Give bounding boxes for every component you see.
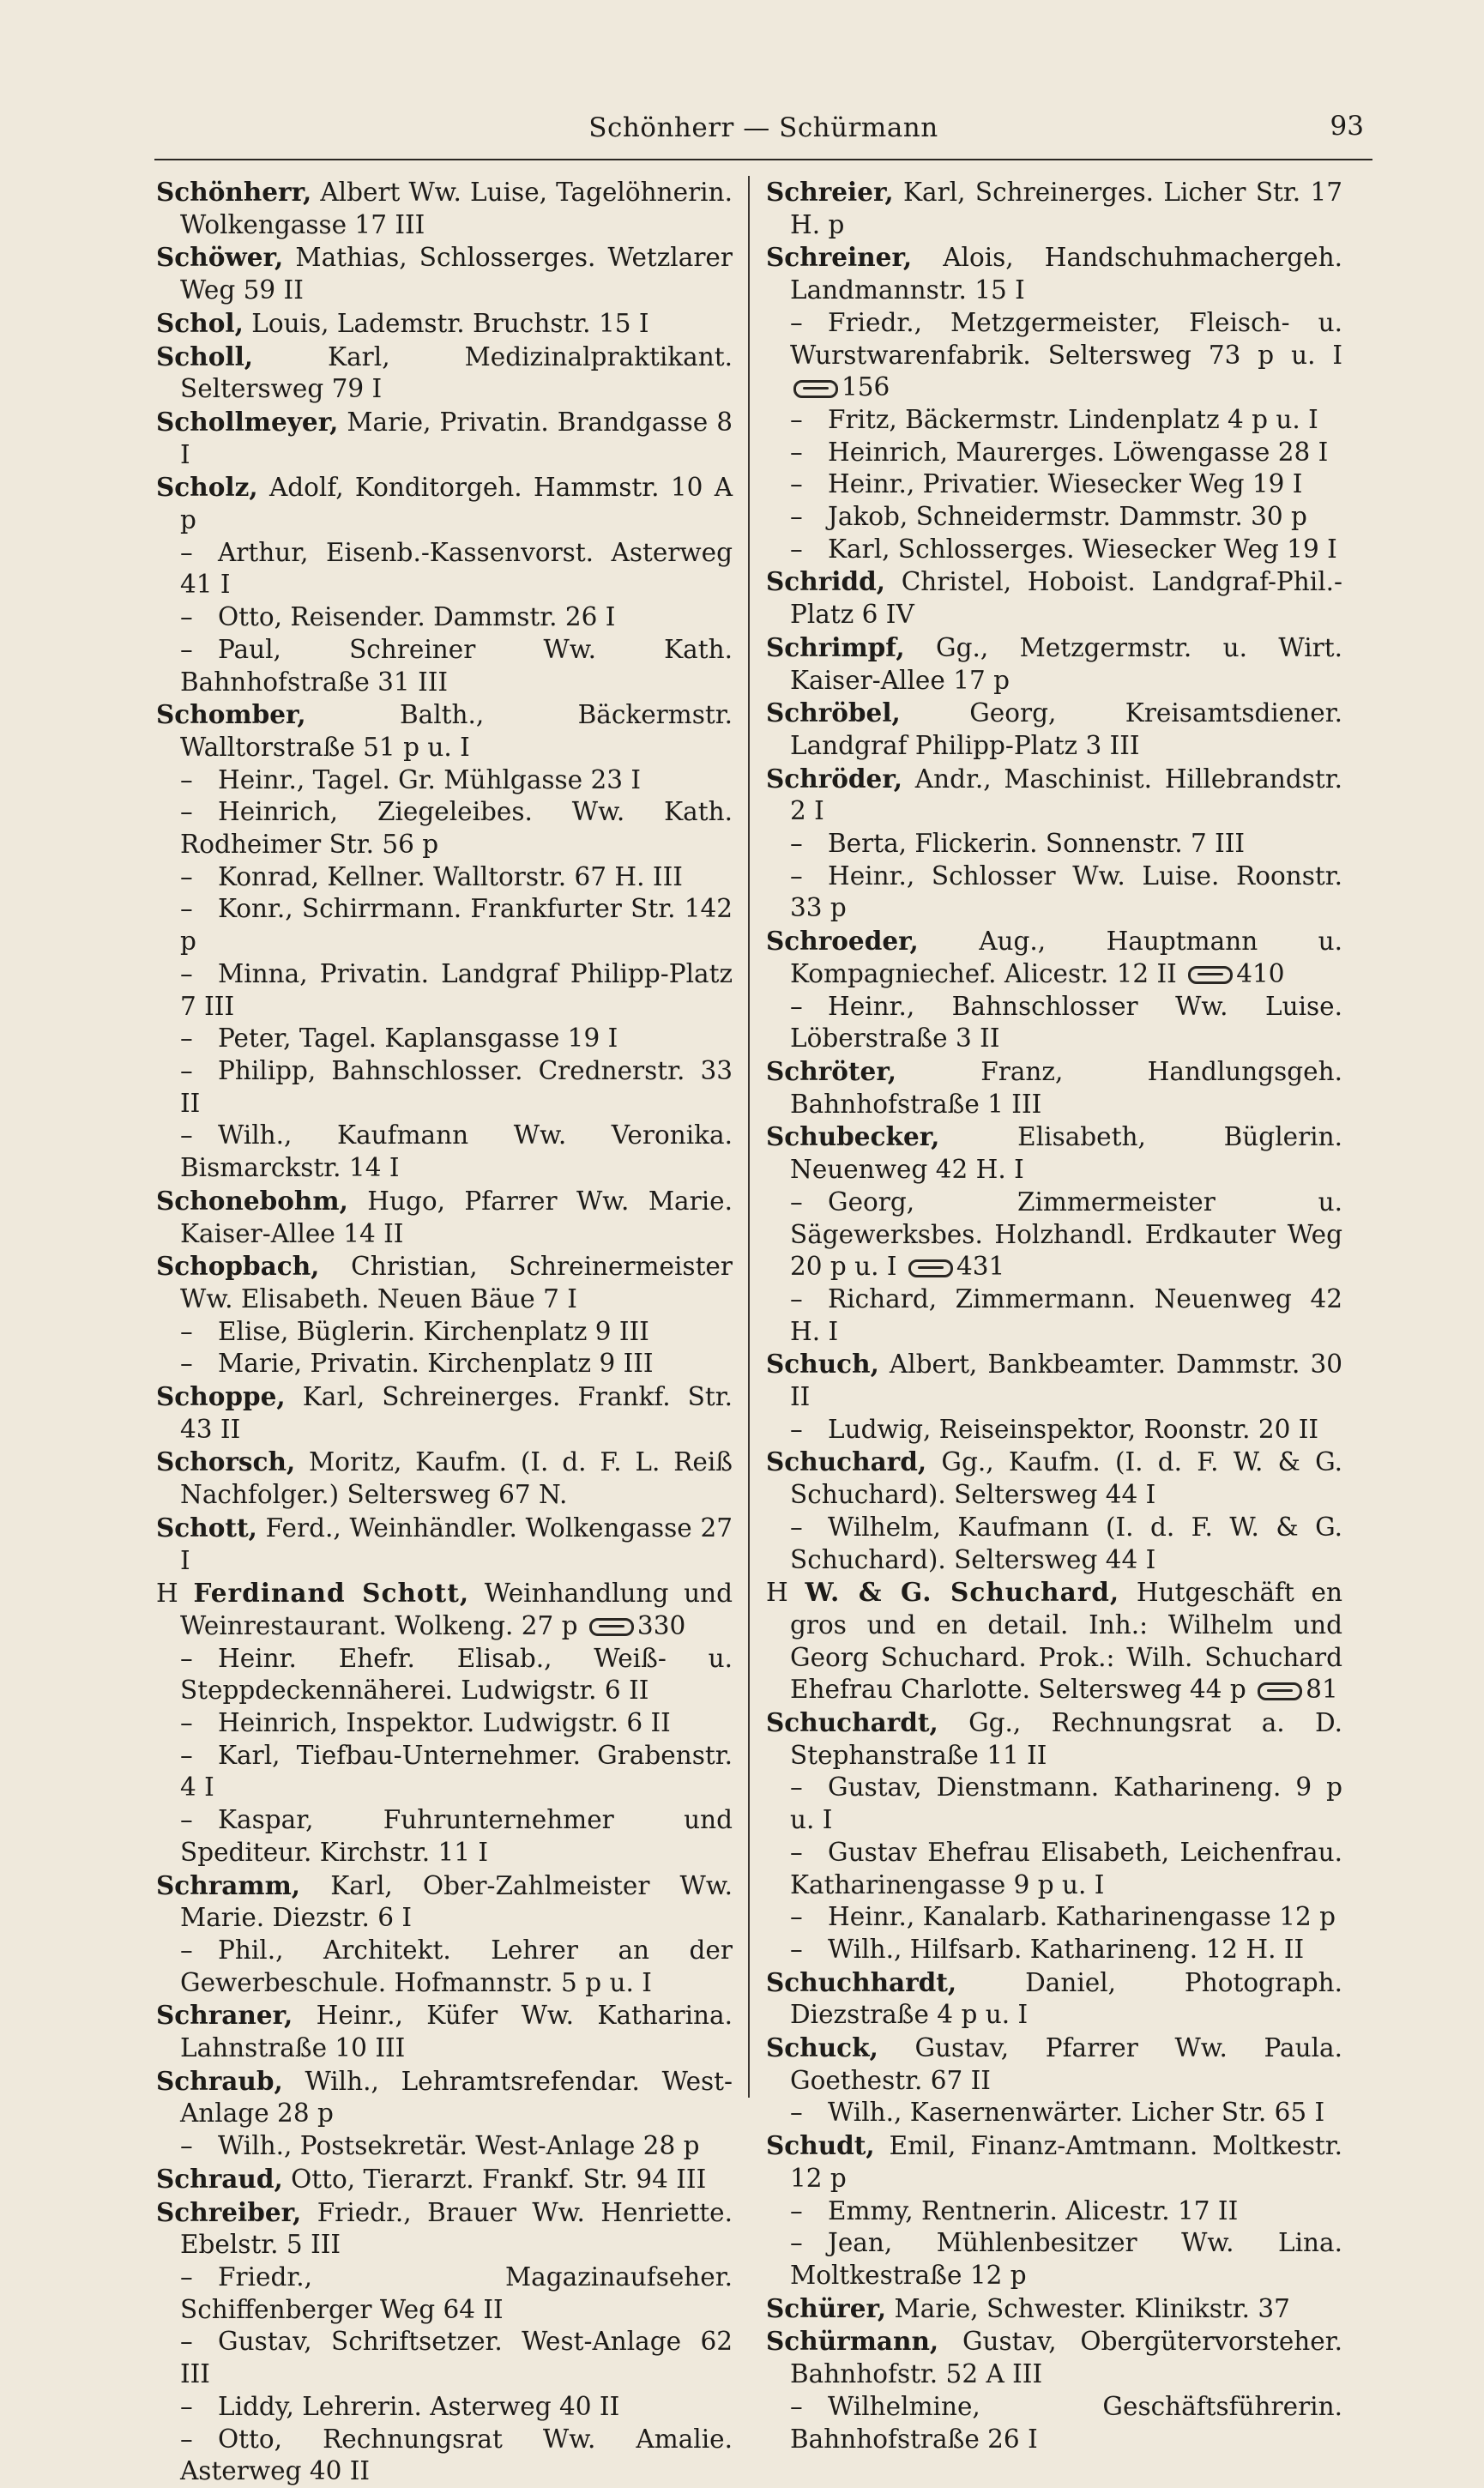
directory-entry [156, 2424, 733, 2488]
right-column [766, 176, 1342, 2455]
entry-dash: – [790, 991, 803, 1021]
entry-text: Gg., Metzgermstr. u. Wirt. Kaiser-Allee 17 p [790, 632, 1342, 695]
entry-text: Georg, Zimmermeister u. Sägewerksbes. Holzhandl. Erdkauter Weg 20 p u. I [790, 1187, 1342, 1282]
entry-text: Otto, Tierarzt. Frankf. Str. 94 III [282, 2164, 707, 2194]
directory-entry [766, 1283, 1342, 1348]
directory-entry [766, 2129, 1342, 2195]
entry-dash: – [790, 2195, 803, 2225]
entry-dash: – [790, 469, 803, 499]
entry-text: Wilhelmine, Geschäftsführerin. Bahnhofstraße 26 I [790, 2391, 1342, 2454]
entry-surname: Schubecker, [766, 1121, 940, 1152]
entry-text: Wilhelm, Kaufmann (I. d. F. W. & G. Schuchard). Seltersweg 44 I [790, 1512, 1342, 1574]
entry-text: Heinr., Tagel. Gr. Mühlgasse 23 I [218, 764, 642, 794]
directory-entry [156, 796, 733, 861]
directory-entry [766, 2097, 1342, 2129]
directory-entry [156, 1348, 733, 1380]
directory-entry [766, 1837, 1342, 1901]
entry-surname: Schol, [156, 307, 244, 338]
entry-surname: Schönherr, [156, 177, 312, 207]
directory-entry [156, 1055, 733, 1120]
directory-entry [156, 406, 733, 471]
entry-text: Moritz, Kaufm. (I. d. F. L. Reiß Nachfolger.) Seltersweg 67 N. [180, 1447, 733, 1510]
telephone-icon [1258, 1682, 1302, 1700]
entry-text: Phil., Architekt. Lehrer an der Gewerbeschule. Hofmannstr. 5 p u. I [180, 1935, 733, 1997]
directory-entry [156, 1380, 733, 1446]
entry-text: Elisabeth, Büglerin. Neuenweg 42 H. I [790, 1122, 1342, 1185]
telephone-icon [908, 1259, 953, 1277]
entry-text: Gustav, Pfarrer Ww. Paula. Goethestr. 67 II [790, 2033, 1342, 2095]
phone-number: 156 [842, 372, 890, 402]
entry-text: Albert, Bankbeamter. Dammstr. 30 II [790, 1350, 1342, 1412]
entry-dash: – [180, 602, 193, 632]
entry-dash: – [180, 894, 193, 924]
entry-text: Wilh., Kasernenwärter. Licher Str. 65 I [828, 2098, 1325, 2128]
entry-dash: – [180, 2424, 193, 2454]
entry-text: Wilh., Kaufmann Ww. Veronika. Bismarckstr. 14 I [180, 1120, 733, 1183]
directory-entry [766, 501, 1342, 534]
page-header [154, 107, 1372, 160]
entry-surname: Schraud, [156, 2163, 283, 2194]
entry-text: Gustav Ehefrau Elisabeth, Leichenfrau. Katharinengasse 9 p u. I [790, 1837, 1342, 1899]
directory-entry [156, 471, 733, 536]
directory-entry [156, 958, 733, 1023]
entry-dash: – [790, 1772, 803, 1803]
entry-text: Wilh., Hilfsarb. Katharineng. 12 H. II [828, 1934, 1305, 1964]
directory-entry [156, 1804, 733, 1869]
directory-entry [766, 1055, 1342, 1120]
running-head: Schönherr — Schürmann [588, 112, 938, 143]
entry-dash: – [180, 797, 193, 827]
entry-text: Alois, Handschuhmachergeh. Landmannstr. 15 I [790, 243, 1342, 305]
entry-surname: Schoppe, [156, 1381, 286, 1412]
directory-entry [766, 1966, 1342, 2032]
directory-entry [156, 601, 733, 634]
directory-entry [766, 2195, 1342, 2228]
entry-dash: – [180, 2327, 193, 2357]
entry-text: Friedr., Metzgermeister, Fleisch- u. Wurstwarenfabrik. Seltersweg 73 p u. I [790, 307, 1342, 370]
firm-marker: H [766, 1578, 788, 1608]
directory-entry [156, 634, 733, 698]
entry-surname: Schuchhardt, [766, 1966, 957, 1997]
entry-dash: – [790, 1934, 803, 1964]
telephone-icon [589, 1618, 634, 1636]
entry-text: Konrad, Kellner. Walltorstr. 67 H. III [218, 861, 683, 891]
entry-dash: – [180, 2262, 193, 2292]
entry-surname: Schridd, [766, 566, 885, 597]
directory-entry [766, 1446, 1342, 1511]
entry-surname: Schopbach, [156, 1251, 320, 1282]
entry-dash: – [180, 861, 193, 891]
telephone-icon [793, 380, 838, 398]
directory-entry [156, 2326, 733, 2390]
entry-text: Daniel, Photograph. Diezstraße 4 p u. I [790, 1967, 1342, 2030]
entry-text: Gustav, Dienstmann. Katharineng. 9 p u. I [790, 1772, 1342, 1835]
directory-entry [156, 307, 733, 341]
entry-text: Friedr., Brauer Ww. Henriette. Ebelstr. 5 III [180, 2197, 733, 2260]
entry-surname: Schramm, [156, 1869, 301, 1900]
entry-text: Heinr. Ehefr. Elisab., Weiß- u. Steppdeckennäherei. Ludwigstr. 6 II [180, 1643, 733, 1706]
entry-text: Paul, Schreiner Ww. Kath. Bahnhofstraße 31 III [180, 634, 733, 697]
directory-entry [766, 631, 1342, 697]
entry-text: Friedr., Magazinaufseher. Schiffenberger Weg 64 II [180, 2262, 733, 2324]
directory-entry [156, 1707, 733, 1740]
entry-text: Jakob, Schneidermstr. Dammstr. 30 p [828, 502, 1307, 532]
entry-text: Gustav, Obergütervorsteher. Bahnhofstr. 52 A III [790, 2327, 1342, 2389]
entry-surname: Schürer, [766, 2292, 887, 2323]
directory-entry [156, 2196, 733, 2262]
entry-dash: – [790, 534, 803, 564]
entry-dash: – [180, 634, 193, 664]
entry-text: Elise, Büglerin. Kirchenplatz 9 III [218, 1316, 649, 1346]
entry-dash: – [180, 1740, 193, 1770]
entry-surname: Schreiner, [766, 242, 913, 273]
entry-text: Marie, Privatin. Brandgasse 8 I [180, 407, 733, 469]
entry-dash: – [790, 502, 803, 532]
entry-text: Peter, Tagel. Kaplansgasse 19 I [218, 1024, 618, 1054]
entry-text: Berta, Flickerin. Sonnenstr. 7 III [828, 829, 1246, 859]
entry-dash: – [180, 2391, 193, 2421]
directory-entry [766, 1187, 1342, 1283]
entry-surname: Schuch, [766, 1349, 879, 1380]
entry-surname: Schröbel, [766, 697, 901, 728]
directory-entry [766, 468, 1342, 501]
entry-surname: Schuck, [766, 2032, 878, 2063]
directory-entry [766, 241, 1342, 306]
entry-text: Marie, Privatin. Kirchenplatz 9 III [218, 1349, 654, 1379]
entry-dash: – [180, 958, 193, 988]
entry-text: Karl, Medizinalpraktikant. Seltersweg 79 I [180, 341, 733, 404]
directory-entry [156, 1023, 733, 1055]
directory-entry [156, 698, 733, 764]
entry-text: Ludwig, Reiseinspektor, Roonstr. 20 II [828, 1414, 1319, 1444]
entry-text: Richard, Zimmermann. Neuenweg 42 H. I [790, 1283, 1342, 1346]
entry-dash: – [790, 307, 803, 337]
directory-entry [766, 1512, 1342, 1576]
entry-dash: – [790, 1902, 803, 1932]
directory-entry [766, 2227, 1342, 2292]
entry-surname: Schott, [156, 1512, 257, 1543]
entry-text: Emil, Finanz-Amtmann. Moltkestr. 12 p [790, 2131, 1342, 2193]
directory-entry [156, 893, 733, 957]
entry-text: Louis, Lademstr. Bruchstr. 15 I [243, 308, 649, 338]
entry-text: Gg., Kaufm. (I. d. F. W. & G. Schuchard). Seltersweg 44 I [790, 1447, 1342, 1510]
entry-text: Heinr., Küfer Ww. Katharina. Lahnstraße 10 III [180, 2001, 733, 2063]
column-divider [748, 176, 750, 2098]
directory-entry [156, 1869, 733, 1935]
entry-dash: – [180, 1055, 193, 1085]
directory-entry [766, 565, 1342, 631]
entry-text: Albert Ww. Luise, Tagelöhnerin. Wolkengasse 17 III [180, 178, 733, 239]
entry-text: Franz, Handlungsgeh. Bahnhofstraße 1 III [790, 1056, 1342, 1119]
entry-text: Mathias, Schlosserges. Wetzlarer Weg 59 II [180, 243, 733, 305]
entry-text: Heinrich, Ziegeleibes. Ww. Kath. Rodheimer Str. 56 p [180, 797, 733, 860]
entry-dash: – [790, 404, 803, 434]
directory-entry [766, 2325, 1342, 2390]
directory-entry [766, 697, 1342, 762]
entry-text: Heinrich, Inspektor. Ludwigstr. 6 II [218, 1708, 671, 1738]
entry-surname: Schraner, [156, 2000, 293, 2031]
entry-text: Adolf, Konditorgeh. Hammstr. 10 A p [180, 473, 733, 535]
phone-number: 81 [1306, 1675, 1338, 1705]
directory-entry [766, 1706, 1342, 1772]
directory-entry [766, 404, 1342, 437]
entry-surname: Schroeder, [766, 926, 919, 957]
directory-entry [766, 534, 1342, 566]
entry-text: Liddy, Lehrerin. Asterweg 40 II [218, 2391, 620, 2421]
directory-entry [766, 437, 1342, 469]
directory-entry [156, 1512, 733, 1577]
entry-text: Heinr., Privatier. Wiesecker Weg 19 I [828, 469, 1303, 499]
entry-text: Philipp, Bahnschlosser. Crednerstr. 33 II [180, 1055, 733, 1118]
directory-entry [766, 1772, 1342, 1836]
directory-entry [156, 2065, 733, 2130]
firm-name: W. & G. Schuchard, [805, 1577, 1120, 1608]
entry-dash: – [790, 2228, 803, 2258]
entry-text: Karl, Schlosserges. Wiesecker Weg 19 I [828, 534, 1337, 564]
entry-text: Andr., Maschinist. Hillebrandstr. 2 I [790, 764, 1342, 826]
entry-dash: – [180, 1024, 193, 1054]
page-number: 93 [1330, 111, 1364, 142]
entry-text: Heinr., Kanalarb. Katharinengasse 12 p [828, 1902, 1336, 1932]
entry-text: Aug., Hauptmann u. Kompagniechef. Alicestr. 12 II [790, 927, 1342, 988]
entry-surname: Schonebohm, [156, 1185, 348, 1216]
directory-entry [156, 861, 733, 894]
directory-entry [156, 2130, 733, 2163]
entry-surname: Schröder, [766, 763, 902, 794]
entry-surname: Schröter, [766, 1055, 896, 1086]
entry-dash: – [790, 829, 803, 859]
entry-dash: – [180, 1805, 193, 1835]
entry-dash: – [790, 437, 803, 467]
entry-dash: – [790, 1837, 803, 1867]
left-column [156, 176, 733, 2488]
directory-entry [766, 1901, 1342, 1934]
entry-dash: – [180, 764, 193, 794]
entry-dash: – [790, 2391, 803, 2421]
entry-surname: Scholz, [156, 472, 258, 503]
entry-surname: Schuchard, [766, 1446, 927, 1477]
phone-number: 330 [636, 1610, 686, 1640]
directory-entry [766, 307, 1342, 404]
entry-surname: Schuchardt, [766, 1707, 938, 1738]
directory-entry [766, 1576, 1342, 1706]
firm-name: Ferdinand Schott, [193, 1578, 470, 1609]
entry-dash: – [180, 1316, 193, 1346]
phone-number: 410 [1236, 958, 1285, 988]
directory-entry [156, 1935, 733, 1999]
entry-text: Karl, Schreinerges. Frankf. Str. 43 II [180, 1382, 733, 1444]
entry-surname: Schomber, [156, 699, 306, 730]
entry-dash: – [790, 861, 803, 891]
telephone-icon [1188, 966, 1233, 984]
entry-text: Kaspar, Fuhrunternehmer und Spediteur. Kirchstr. 11 I [180, 1805, 733, 1867]
directory-entry [766, 991, 1342, 1055]
directory-entry [156, 1316, 733, 1349]
entry-text: Weinhandlung und Weinrestaurant. Wolkeng. 27 p [180, 1579, 733, 1640]
entry-text: Otto, Rechnungsrat Ww. Amalie. Asterweg 40 II [180, 2424, 733, 2486]
directory-entry [156, 2163, 733, 2196]
entry-text: Heinrich, Maurerges. Löwengasse 28 I [828, 437, 1329, 467]
firm-marker: H [156, 1579, 178, 1609]
directory-entry [156, 764, 733, 797]
entry-dash: – [180, 537, 193, 567]
entry-dash: – [180, 1349, 193, 1379]
entry-text: Heinr., Schlosser Ww. Luise. Roonstr. 33 p [790, 861, 1342, 923]
entry-text: Marie, Schwester. Klinikstr. 37 [886, 2293, 1290, 2323]
entry-text: Otto, Reisender. Dammstr. 26 I [218, 602, 616, 632]
directory-entry [766, 2391, 1342, 2455]
entry-text: Arthur, Eisenb.-Kassenvorst. Asterweg 41 I [180, 537, 733, 600]
directory-entry [156, 1250, 733, 1315]
entry-surname: Schollmeyer, [156, 406, 339, 437]
entry-text: Ferd., Weinhändler. Wolkengasse 27 I [180, 1513, 733, 1575]
entry-dash: – [790, 1187, 803, 1217]
directory-entry [766, 1934, 1342, 1966]
entry-text: Hutgeschäft en gros und en detail. Inh.: Wilhelm und Georg Schuchard. Prok.: Wilh. Schuchard Ehefrau Charlotte. Seltersweg 44 p [790, 1578, 1342, 1705]
entry-dash: – [180, 2131, 193, 2161]
directory-entry [766, 2292, 1342, 2326]
entry-surname: Schöwer, [156, 242, 284, 273]
directory-entry [156, 1643, 733, 1707]
entry-dash: – [790, 1283, 803, 1313]
entry-text: Gustav, Schriftsetzer. West-Anlage 62 III [180, 2327, 733, 2389]
directory-entry [156, 1446, 733, 1511]
entry-text: Christian, Schreinermeister Ww. Elisabeth. Neuen Bäue 7 I [180, 1252, 733, 1313]
entry-text: Fritz, Bäckermstr. Lindenplatz 4 p u. I [828, 404, 1318, 434]
entry-surname: Schorsch, [156, 1446, 296, 1477]
directory-entry [766, 1120, 1342, 1186]
directory-entry [766, 861, 1342, 925]
entry-text: Minna, Privatin. Landgraf Philipp-Platz 7 III [180, 958, 733, 1021]
entry-text: Christel, Hoboist. Landgraf-Phil.-Platz 6 IV [790, 567, 1342, 630]
entry-text: Georg, Kreisamtsdiener. Landgraf Philipp-Platz 3 III [790, 698, 1342, 760]
entry-surname: Schudt, [766, 2130, 875, 2161]
entry-surname: Schürmann, [766, 2326, 939, 2357]
entry-dash: – [790, 2098, 803, 2128]
entry-text: Wilh., Postsekretär. West-Anlage 28 p [218, 2131, 700, 2161]
entry-surname: Schreiber, [156, 2196, 302, 2227]
directory-entry [156, 1999, 733, 2064]
directory-entry [766, 828, 1342, 861]
phone-number: 431 [956, 1252, 1005, 1282]
directory-entry [766, 1348, 1342, 1413]
entry-dash: – [180, 1120, 193, 1150]
entry-dash: – [180, 1708, 193, 1738]
directory-entry [766, 925, 1342, 990]
entry-surname: Scholl, [156, 341, 254, 371]
entry-surname: Schraub, [156, 2065, 283, 2096]
directory-entry [156, 537, 733, 601]
directory-entry [766, 2032, 1342, 2097]
entry-text: Emmy, Rentnerin. Alicestr. 17 II [828, 2195, 1239, 2225]
entry-text: Konr., Schirrmann. Frankfurter Str. 142 p [180, 894, 733, 957]
entry-text: Gg., Rechnungsrat a. D. Stephanstraße 11 II [790, 1708, 1342, 1770]
entry-surname: Schrimpf, [766, 631, 905, 662]
entry-text: Karl, Tiefbau-Unternehmer. Grabenstr. 4 I [180, 1740, 733, 1803]
directory-entry [156, 241, 733, 306]
entry-dash: – [790, 1414, 803, 1444]
entry-dash: – [790, 1512, 803, 1542]
entry-dash: – [180, 1643, 193, 1673]
directory-entry [156, 1740, 733, 1804]
directory-entry [156, 176, 733, 241]
entry-text: Karl, Ober-Zahlmeister Ww. Marie. Diezstr. 6 I [180, 1870, 733, 1933]
directory-entry [156, 1577, 733, 1642]
entry-text: Hugo, Pfarrer Ww. Marie. Kaiser-Allee 14 II [180, 1186, 733, 1248]
directory-entry [156, 2262, 733, 2326]
entry-text: Karl, Schreinerges. Licher Str. 17 H. p [790, 178, 1342, 239]
entry-surname: Schreier, [766, 177, 894, 207]
directory-entry [156, 1185, 733, 1250]
directory-entry [766, 176, 1342, 241]
directory-entry [766, 763, 1342, 828]
entry-dash: – [180, 1935, 193, 1965]
entry-text: Balth., Bäckermstr. Walltorstraße 51 p u. I [180, 700, 733, 762]
directory-entry [766, 1414, 1342, 1446]
directory-entry [156, 2391, 733, 2424]
directory-entry [156, 1120, 733, 1184]
directory-entry [156, 341, 733, 406]
entry-text: Jean, Mühlenbesitzer Ww. Lina. Moltkestraße 12 p [790, 2228, 1342, 2290]
entry-text: Wilh., Lehramtsrefendar. West-Anlage 28 p [180, 2066, 733, 2129]
entry-text: Heinr., Bahnschlosser Ww. Luise. Löberstraße 3 II [790, 991, 1342, 1054]
